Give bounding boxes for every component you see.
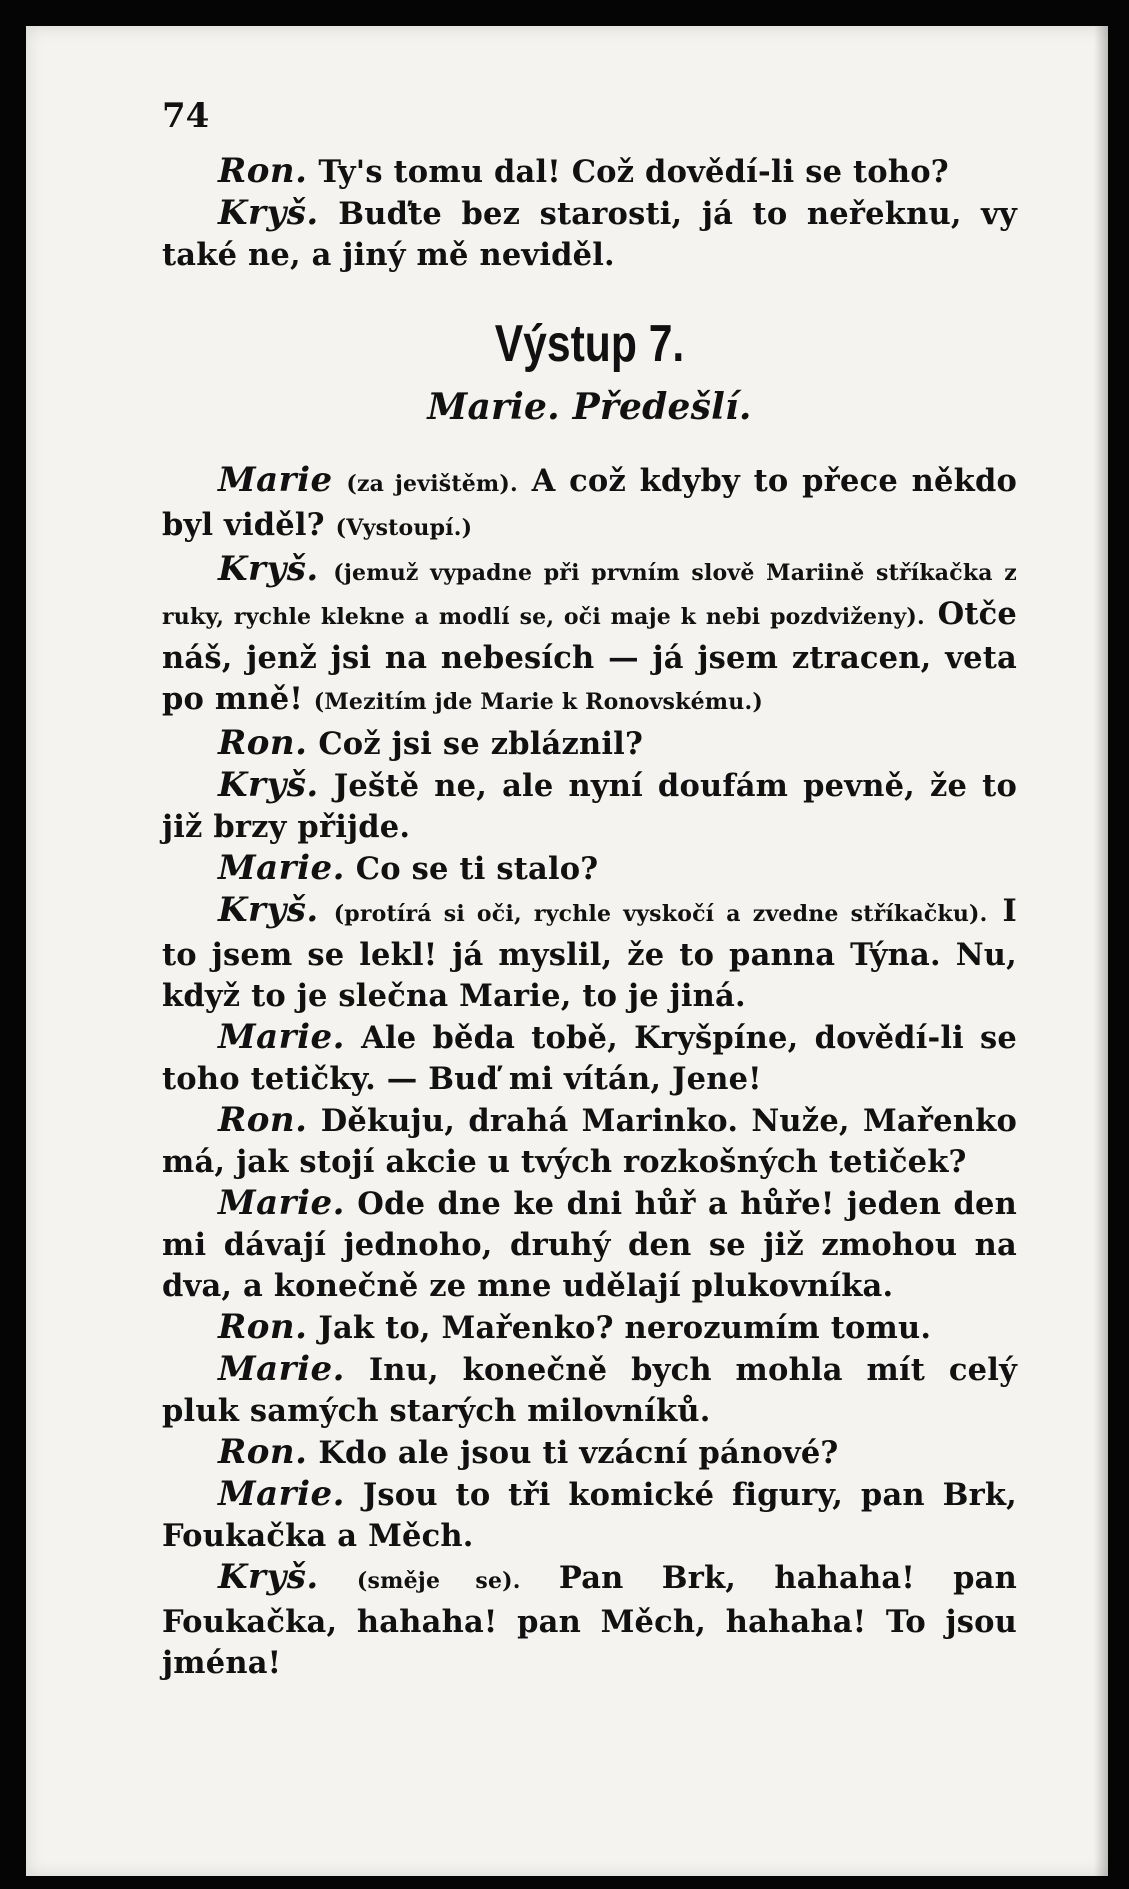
page-number: 74 <box>162 96 210 136</box>
speaker-name: Marie. <box>218 1183 345 1223</box>
speaker-name: Marie. <box>218 1349 345 1389</box>
speaker-name: Ron. <box>218 723 308 763</box>
stage-direction: (protírá si oči, rychle vyskočí a zvedne stříkačku). <box>333 901 988 927</box>
dialogue-line <box>162 549 1017 723</box>
stage-direction-after: (Mezitím jde Marie k Ronovskému.) <box>313 689 763 715</box>
spoken-text: Kdo ale jsou ti vzácní pánové? <box>318 1435 839 1471</box>
speaker-name: Ron. <box>218 1100 308 1140</box>
spoken-text: Jsou to tři komické figury, pan Brk, Foukačka a Měch. <box>162 1477 1017 1554</box>
dialogue-line <box>162 1307 1017 1349</box>
speaker-name: Ron. <box>218 151 308 191</box>
spoken-text: Otče náš, jenž jsi na nebesích — já jsem ztracen, veta po mně! <box>162 596 1017 717</box>
spoken-text: Inu, konečně bych mohla mít celý pluk samých starých milovníků. <box>162 1352 1017 1429</box>
speaker-name: Marie. <box>218 1017 345 1057</box>
dialogue-line <box>162 723 1017 765</box>
dialogue-line <box>162 1349 1017 1432</box>
spoken-text: Což jsi se zbláznil? <box>318 726 644 762</box>
dialogue-line <box>162 460 1017 549</box>
page-edge-shadow <box>1094 26 1108 1876</box>
spoken-text: Pan Brk, hahaha! pan Foukačka, hahaha! pan Měch, hahaha! To jsou jména! <box>162 1560 1018 1681</box>
dialogue-line <box>162 1557 1017 1684</box>
dialogue-line <box>162 890 1017 1017</box>
dialogue-line <box>162 1183 1017 1307</box>
speaker-name: Ron. <box>218 1307 308 1347</box>
spoken-text: A což kdyby to přece někdo byl viděl? <box>162 463 1018 543</box>
dialogue-before-scene <box>162 151 1017 276</box>
speaker-name: Marie. <box>218 848 345 888</box>
book-page <box>26 26 1108 1876</box>
stage-direction: (za jevištěm). <box>346 471 518 497</box>
speaker-name: Kryš. <box>218 890 319 930</box>
dialogue-line <box>162 151 1017 193</box>
dialogue-line <box>162 1017 1017 1100</box>
dialogue-line <box>162 193 1017 276</box>
dialogue-line <box>162 1100 1017 1183</box>
spoken-text: Děkuju, drahá Marinko. Nuže, Mařenko má, jak stojí akcie u tvých rozkošných tetiček? <box>162 1103 1017 1180</box>
speaker-name: Marie <box>218 460 333 500</box>
dialogue-after-scene <box>162 460 1017 1684</box>
spoken-text: I to jsem se lekl! já myslil, že to panna Týna. Nu, když to je slečna Marie, to je jiná. <box>162 893 1017 1014</box>
speaker-name: Kryš. <box>218 549 319 589</box>
speaker-name: Kryš. <box>218 193 319 233</box>
spoken-text: Jak to, Mařenko? nerozumím tomu. <box>318 1310 932 1346</box>
stage-direction-after: (Vystoupí.) <box>335 515 473 541</box>
spoken-text: Ode dne ke dni hůř a hůře! jeden den mi dávají jednoho, druhý den se již zmohou na dva, a konečně ze mne udělají plukovníka. <box>162 1186 1017 1304</box>
dialogue-line <box>162 848 1017 890</box>
stage-direction: (jemuž vypadne při prvním slově Mariině stříkačka z ruky, rychle klekne a modlí se, oči maje k nebi pozdviženy). <box>162 560 1017 630</box>
spoken-text: Ještě ne, ale nyní doufám pevně, že to již brzy přijde. <box>162 768 1017 845</box>
stage-direction: (směje se). <box>356 1568 521 1594</box>
spoken-text: Buďte bez starosti, já to neřeknu, vy také ne, a jiný mě neviděl. <box>162 196 1017 273</box>
speaker-name: Kryš. <box>218 1557 319 1597</box>
dialogue-line <box>162 1474 1017 1557</box>
scene-persons: Marie. Předešlí. <box>427 386 752 428</box>
speaker-name: Ron. <box>218 1432 308 1472</box>
speaker-name: Kryš. <box>218 765 319 805</box>
dialogue-line <box>162 765 1017 848</box>
page-text <box>162 151 1017 1684</box>
spoken-text: Co se ti stalo? <box>355 851 599 887</box>
spoken-text: Ty's tomu dal! Což dovědí-li se toho? <box>318 154 949 190</box>
scene-title: Výstup 7. <box>494 315 685 373</box>
speaker-name: Marie. <box>218 1474 345 1514</box>
dialogue-line <box>162 1432 1017 1474</box>
spoken-text: Ale běda tobě, Kryšpíne, dovědí-li se toho tetičky. — Buď mi vítán, Jene! <box>162 1020 1018 1097</box>
